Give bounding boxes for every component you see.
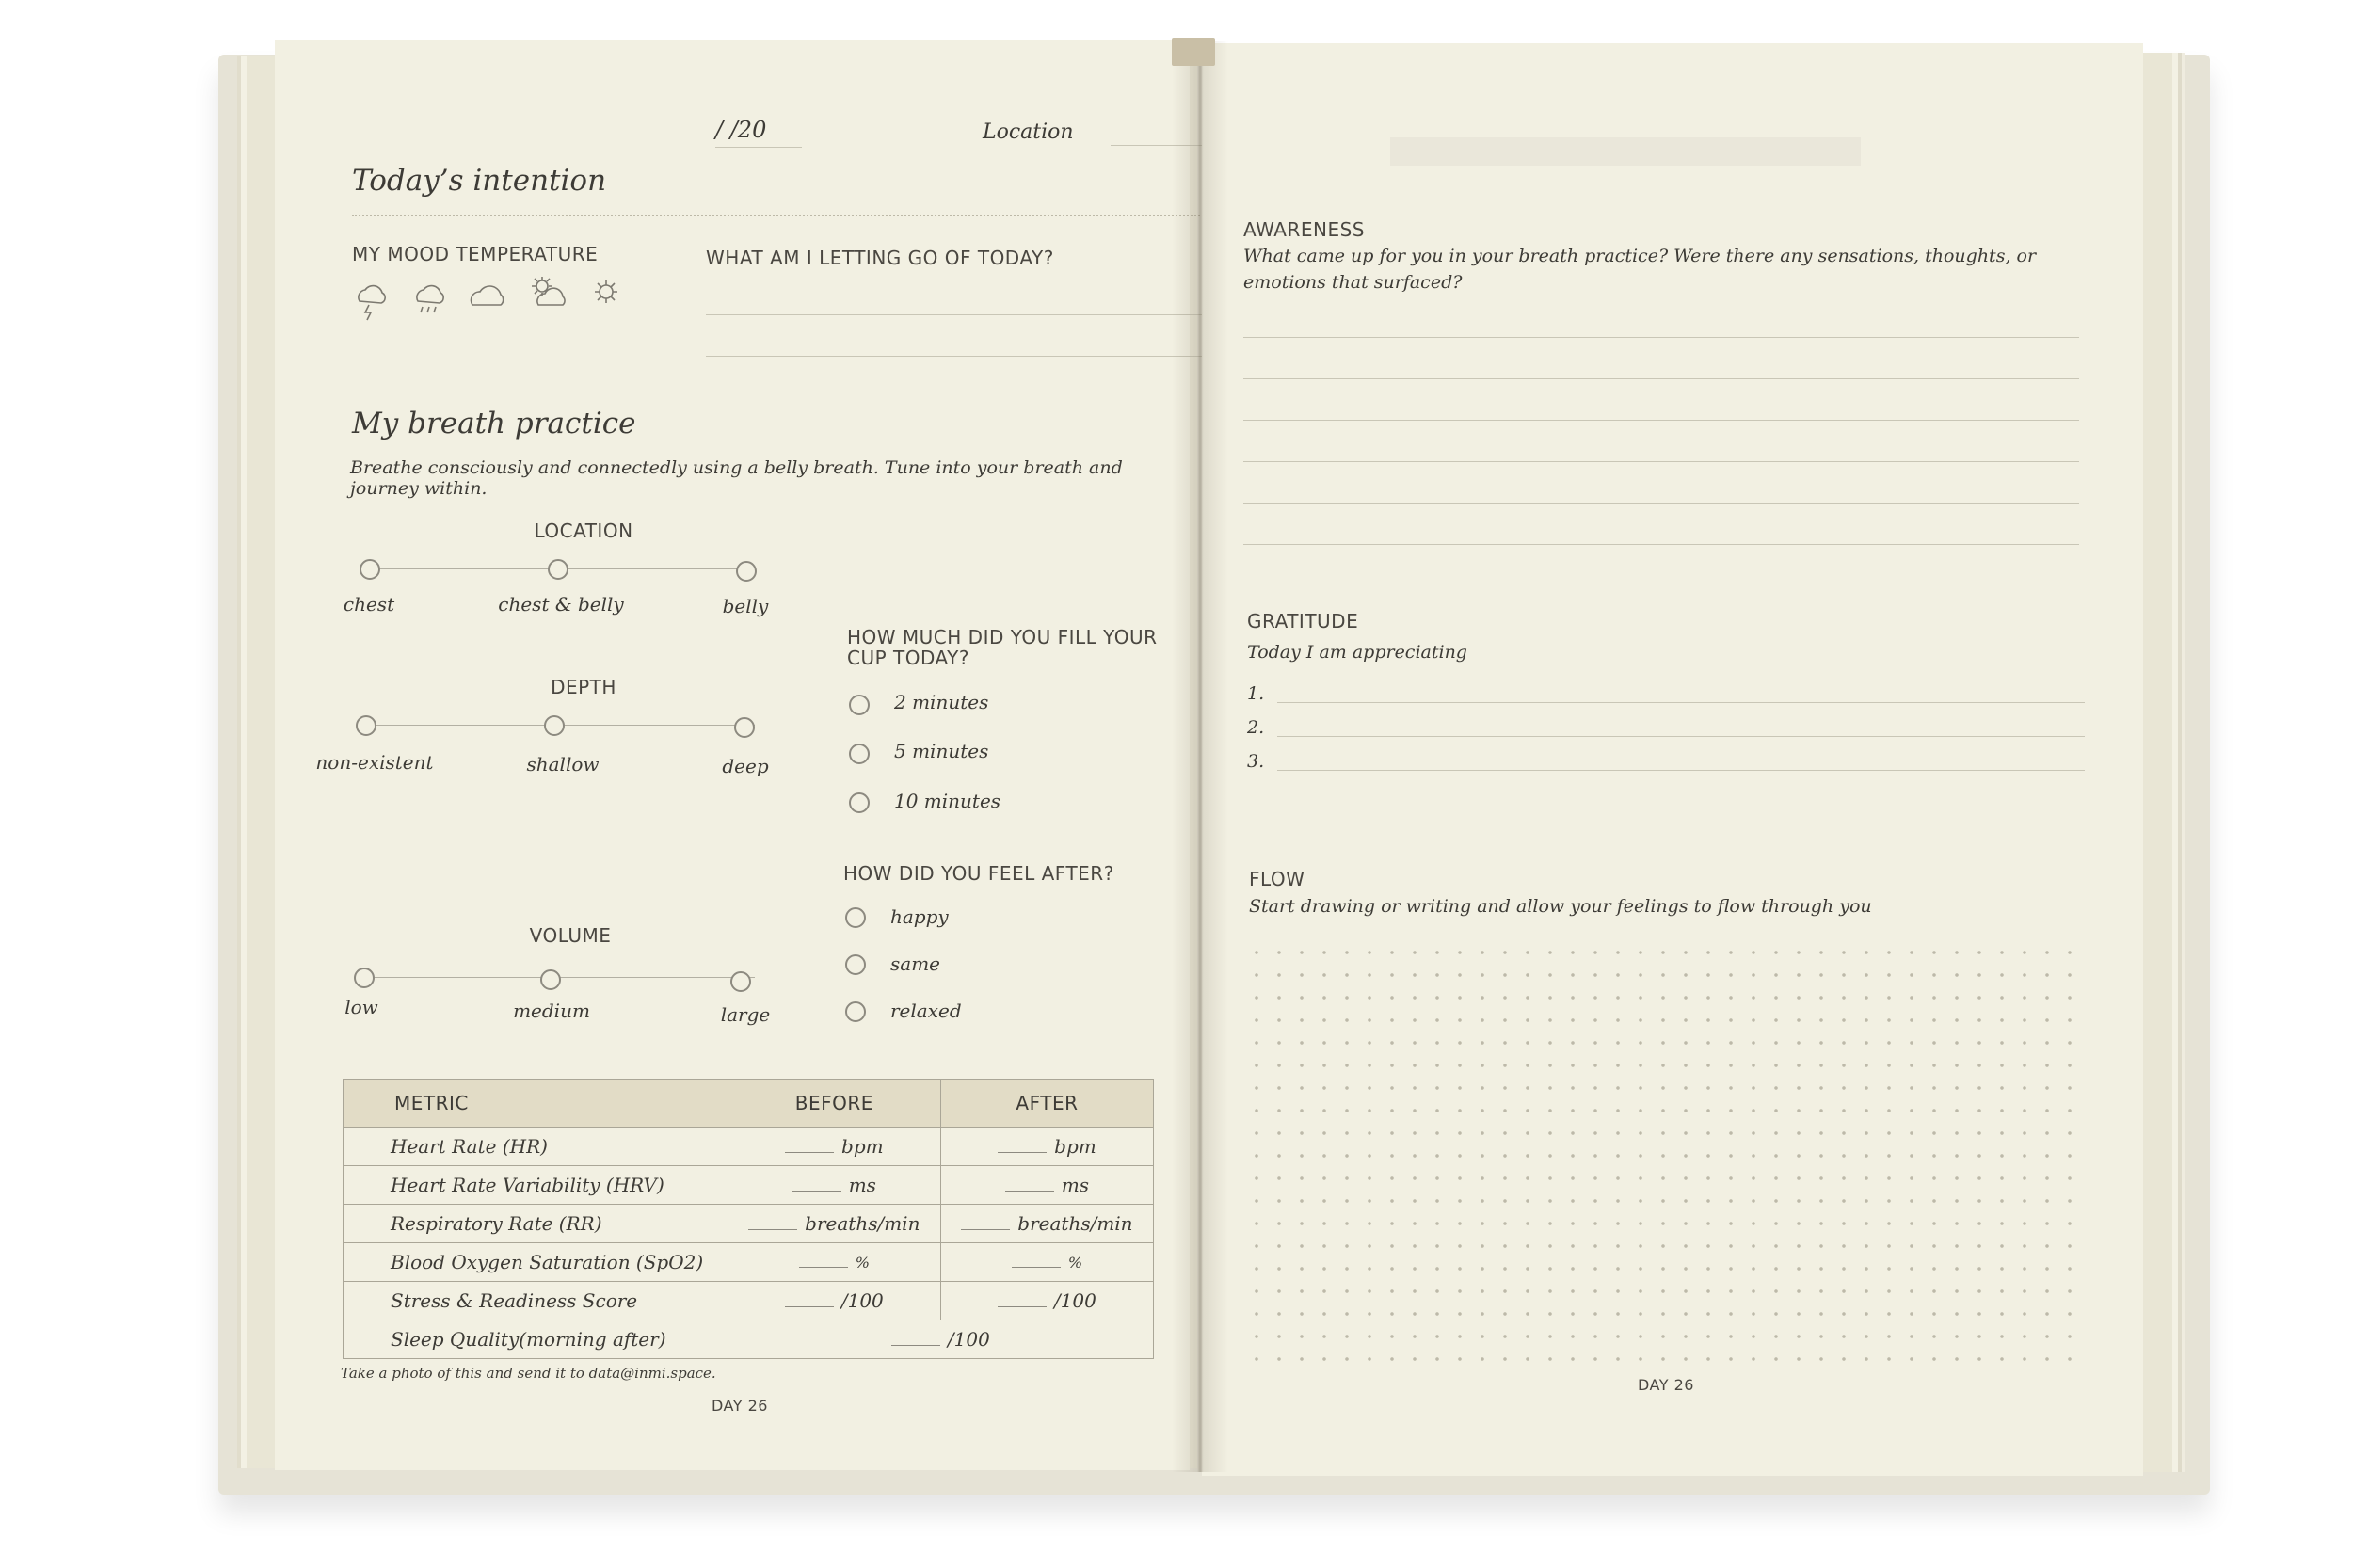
partly-sunny-icon[interactable] — [532, 277, 565, 305]
gratitude-prompt: Today I am appreciating — [1247, 642, 1467, 663]
intention-line[interactable] — [352, 215, 1289, 216]
after-cell[interactable] — [940, 1205, 1153, 1243]
cup-option-2-minutes: 2 minutes — [894, 691, 989, 713]
left-page — [275, 40, 1190, 1470]
volume-radio-medium[interactable] — [540, 969, 561, 990]
cup-radio-5-minutes[interactable] — [849, 744, 870, 764]
volume-option-large: large — [720, 1003, 771, 1026]
before-unit: breaths/min — [805, 1212, 920, 1235]
location-option-chest-belly: chest & belly — [498, 593, 624, 616]
awareness-label: AWARENESS — [1243, 218, 1365, 241]
location-label: Location — [983, 120, 1074, 144]
gratitude-line-2[interactable] — [1277, 736, 2085, 737]
awareness-line-2[interactable] — [1243, 378, 2079, 379]
date-underline — [715, 147, 802, 148]
before-unit: ms — [848, 1174, 876, 1196]
location-option-chest: chest — [343, 593, 395, 616]
after-unit: /100 — [1053, 1289, 1096, 1312]
metric-name: Respiratory Rate (RR) — [344, 1205, 728, 1243]
intention-title: Today’s intention — [352, 164, 607, 198]
after-unit: % — [1067, 1253, 1083, 1272]
footnote: Take a photo of this and send it to data@inmi.space. — [341, 1365, 716, 1382]
metric-name: Sleep Quality(morning after) — [344, 1320, 728, 1359]
cup-radio-10-minutes[interactable] — [849, 792, 870, 813]
before-cell[interactable] — [728, 1205, 940, 1243]
after-unit: breaths/min — [1017, 1212, 1133, 1235]
awareness-line-1[interactable] — [1243, 337, 2079, 338]
location-option-belly: belly — [722, 595, 769, 617]
feel-radio-same[interactable] — [845, 954, 866, 975]
metric-name: Stress & Readiness Score — [344, 1282, 728, 1320]
before-unit: /100 — [840, 1289, 884, 1312]
volume-option-medium: medium — [513, 1000, 590, 1022]
depth-scale-title: DEPTH — [551, 676, 616, 698]
location-radio-chest-belly[interactable] — [548, 559, 568, 580]
depth-option-deep: deep — [722, 755, 769, 777]
cup-option-10-minutes: 10 minutes — [894, 790, 1001, 812]
gratitude-line-3[interactable] — [1277, 770, 2085, 771]
before-header: BEFORE — [728, 1080, 940, 1128]
flow-label: FLOW — [1249, 868, 1305, 890]
location-radio-chest[interactable] — [360, 559, 380, 580]
left-page-number: DAY 26 — [712, 1397, 768, 1415]
volume-scale-title: VOLUME — [529, 924, 612, 947]
depth-option-shallow: shallow — [526, 753, 600, 776]
metric-header: METRIC — [344, 1080, 728, 1128]
before-cell[interactable] — [728, 1166, 940, 1205]
gratitude-number-3: 3. — [1247, 751, 1265, 772]
metric-name: Heart Rate Variability (HRV) — [344, 1166, 728, 1205]
mood-icons — [352, 277, 634, 324]
mood-icons-svg — [352, 277, 634, 324]
right-page-number: DAY 26 — [1638, 1376, 1694, 1394]
cloud-icon[interactable] — [471, 286, 503, 305]
flow-dot-grid[interactable] — [1245, 941, 2077, 1370]
gratitude-label: GRATITUDE — [1247, 610, 1359, 632]
before-cell[interactable] — [728, 1282, 940, 1320]
before-unit: % — [855, 1253, 870, 1272]
book-gutter — [1172, 41, 1228, 1472]
metrics-header-row — [344, 1080, 1154, 1128]
volume-radio-large[interactable] — [730, 971, 751, 992]
before-cell[interactable] — [728, 1243, 940, 1282]
gratitude-number-2: 2. — [1247, 717, 1265, 738]
right-page — [1202, 43, 2143, 1476]
breath-title: My breath practice — [352, 407, 636, 440]
feel-radio-relaxed[interactable] — [845, 1001, 866, 1022]
cup-question: HOW MUCH DID YOU FILL YOUR CUP TODAY? — [847, 626, 1158, 669]
gratitude-number-1: 1. — [1247, 683, 1265, 704]
after-unit: bpm — [1054, 1135, 1096, 1158]
feel-option-happy: happy — [890, 905, 949, 928]
awareness-line-3[interactable] — [1243, 420, 2079, 421]
after-cell[interactable] — [940, 1128, 1153, 1166]
flow-prompt: Start drawing or writing and allow your feelings to flow through you — [1249, 896, 1872, 917]
sun-icon[interactable] — [595, 280, 617, 303]
depth-radio-shallow[interactable] — [544, 715, 565, 736]
table-row — [344, 1320, 1154, 1359]
depth-radio-non-existent[interactable] — [356, 715, 376, 736]
breath-description: Breathe consciously and connectedly using a belly breath. Tune into your breath and journey within. — [350, 457, 1123, 499]
table-row — [344, 1243, 1154, 1282]
mood-label: MY MOOD TEMPERATURE — [352, 243, 599, 265]
table-row — [344, 1166, 1154, 1205]
table-row — [344, 1205, 1154, 1243]
feel-option-relaxed: relaxed — [890, 1000, 962, 1022]
awareness-question: What came up for you in your breath practice? Were there any sensations, thoughts, or emotions that surfaced? — [1243, 246, 2037, 293]
location-scale-title: LOCATION — [534, 520, 633, 542]
volume-radio-low[interactable] — [354, 968, 375, 988]
table-row — [344, 1282, 1154, 1320]
show-through — [1390, 137, 1861, 166]
awareness-line-5[interactable] — [1243, 503, 2079, 504]
bookmark-ribbon — [1172, 38, 1215, 66]
cup-radio-2-minutes[interactable] — [849, 695, 870, 715]
after-header: AFTER — [940, 1080, 1153, 1128]
after-cell[interactable] — [940, 1166, 1153, 1205]
volume-option-low: low — [344, 996, 378, 1018]
after-cell[interactable] — [940, 1282, 1153, 1320]
location-radio-belly[interactable] — [736, 561, 757, 582]
date-label: / /20 — [715, 117, 767, 143]
table-row — [344, 1128, 1154, 1166]
before-unit: bpm — [841, 1135, 884, 1158]
rain-cloud-icon[interactable] — [417, 286, 443, 312]
feel-radio-happy[interactable] — [845, 907, 866, 928]
storm-cloud-icon[interactable] — [359, 286, 385, 320]
sleep-quality-cell[interactable] — [728, 1320, 1153, 1359]
after-cell[interactable] — [940, 1243, 1153, 1282]
cup-option-5-minutes: 5 minutes — [894, 740, 989, 762]
feel-option-same: same — [890, 952, 940, 975]
awareness-line-6[interactable] — [1243, 544, 2079, 545]
letting-go-label: WHAT AM I LETTING GO OF TODAY? — [706, 247, 1054, 269]
awareness-line-4[interactable] — [1243, 461, 2079, 462]
date-field[interactable] — [715, 117, 802, 148]
location-field[interactable] — [983, 120, 1094, 144]
depth-option-non-existent: non-existent — [315, 751, 434, 774]
after-unit: ms — [1061, 1174, 1090, 1196]
feel-question: HOW DID YOU FEEL AFTER? — [843, 862, 1114, 885]
metric-name: Blood Oxygen Saturation (SpO2) — [344, 1243, 728, 1282]
sleep-quality-unit: /100 — [947, 1328, 990, 1351]
gratitude-line-1[interactable] — [1277, 702, 2085, 703]
depth-radio-deep[interactable] — [734, 717, 755, 738]
metrics-table — [343, 1079, 1154, 1359]
before-cell[interactable] — [728, 1128, 940, 1166]
metric-name: Heart Rate (HR) — [344, 1128, 728, 1166]
